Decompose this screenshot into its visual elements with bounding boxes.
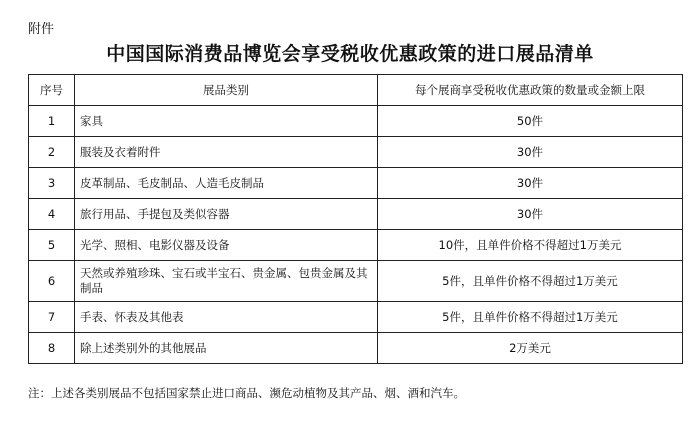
row-category: 家具 xyxy=(75,106,378,137)
row-limit: 5件，且单件价格不得超过1万美元 xyxy=(378,261,683,302)
footnote: 注：上述各类别展品不包括国家禁止进口商品、濒危动植物及其产品、烟、酒和汽车。 xyxy=(28,386,465,400)
row-category: 手表、怀表及其他表 xyxy=(75,302,378,333)
table-row xyxy=(29,168,683,199)
row-number: 6 xyxy=(29,261,75,302)
row-number: 5 xyxy=(29,230,75,261)
row-limit: 30件 xyxy=(378,168,683,199)
row-category: 旅行用品、手提包及类似容器 xyxy=(75,199,378,230)
table-header-row xyxy=(29,75,683,106)
exhibit-list-table xyxy=(28,74,683,364)
row-number: 1 xyxy=(29,106,75,137)
column-header-category: 展品类别 xyxy=(75,75,378,106)
table-row xyxy=(29,199,683,230)
document-title: 中国国际消费品博览会享受税收优惠政策的进口展品清单 xyxy=(106,43,594,65)
row-category: 天然或养殖珍珠、宝石或半宝石、贵金属、包贵金属及其制品 xyxy=(75,261,378,302)
row-limit: 10件，且单件价格不得超过1万美元 xyxy=(378,230,683,261)
row-category: 除上述类别外的其他展品 xyxy=(75,333,378,364)
row-limit: 2万美元 xyxy=(378,333,683,364)
table-row xyxy=(29,230,683,261)
row-number: 7 xyxy=(29,302,75,333)
row-limit: 30件 xyxy=(378,137,683,168)
row-number: 2 xyxy=(29,137,75,168)
table-row xyxy=(29,261,683,302)
row-number: 4 xyxy=(29,199,75,230)
row-limit: 50件 xyxy=(378,106,683,137)
table-row xyxy=(29,137,683,168)
table-row xyxy=(29,302,683,333)
attachment-label: 附件 xyxy=(28,22,55,37)
row-category: 光学、照相、电影仪器及设备 xyxy=(75,230,378,261)
table-row xyxy=(29,106,683,137)
row-category: 皮革制品、毛皮制品、人造毛皮制品 xyxy=(75,168,378,199)
column-header-number: 序号 xyxy=(29,75,75,106)
row-limit: 30件 xyxy=(378,199,683,230)
row-number: 8 xyxy=(29,333,75,364)
table-row xyxy=(29,333,683,364)
row-category: 服装及衣着附件 xyxy=(75,137,378,168)
row-number: 3 xyxy=(29,168,75,199)
row-limit: 5件，且单件价格不得超过1万美元 xyxy=(378,302,683,333)
column-header-limit: 每个展商享受税收优惠政策的数量或金额上限 xyxy=(378,75,683,106)
